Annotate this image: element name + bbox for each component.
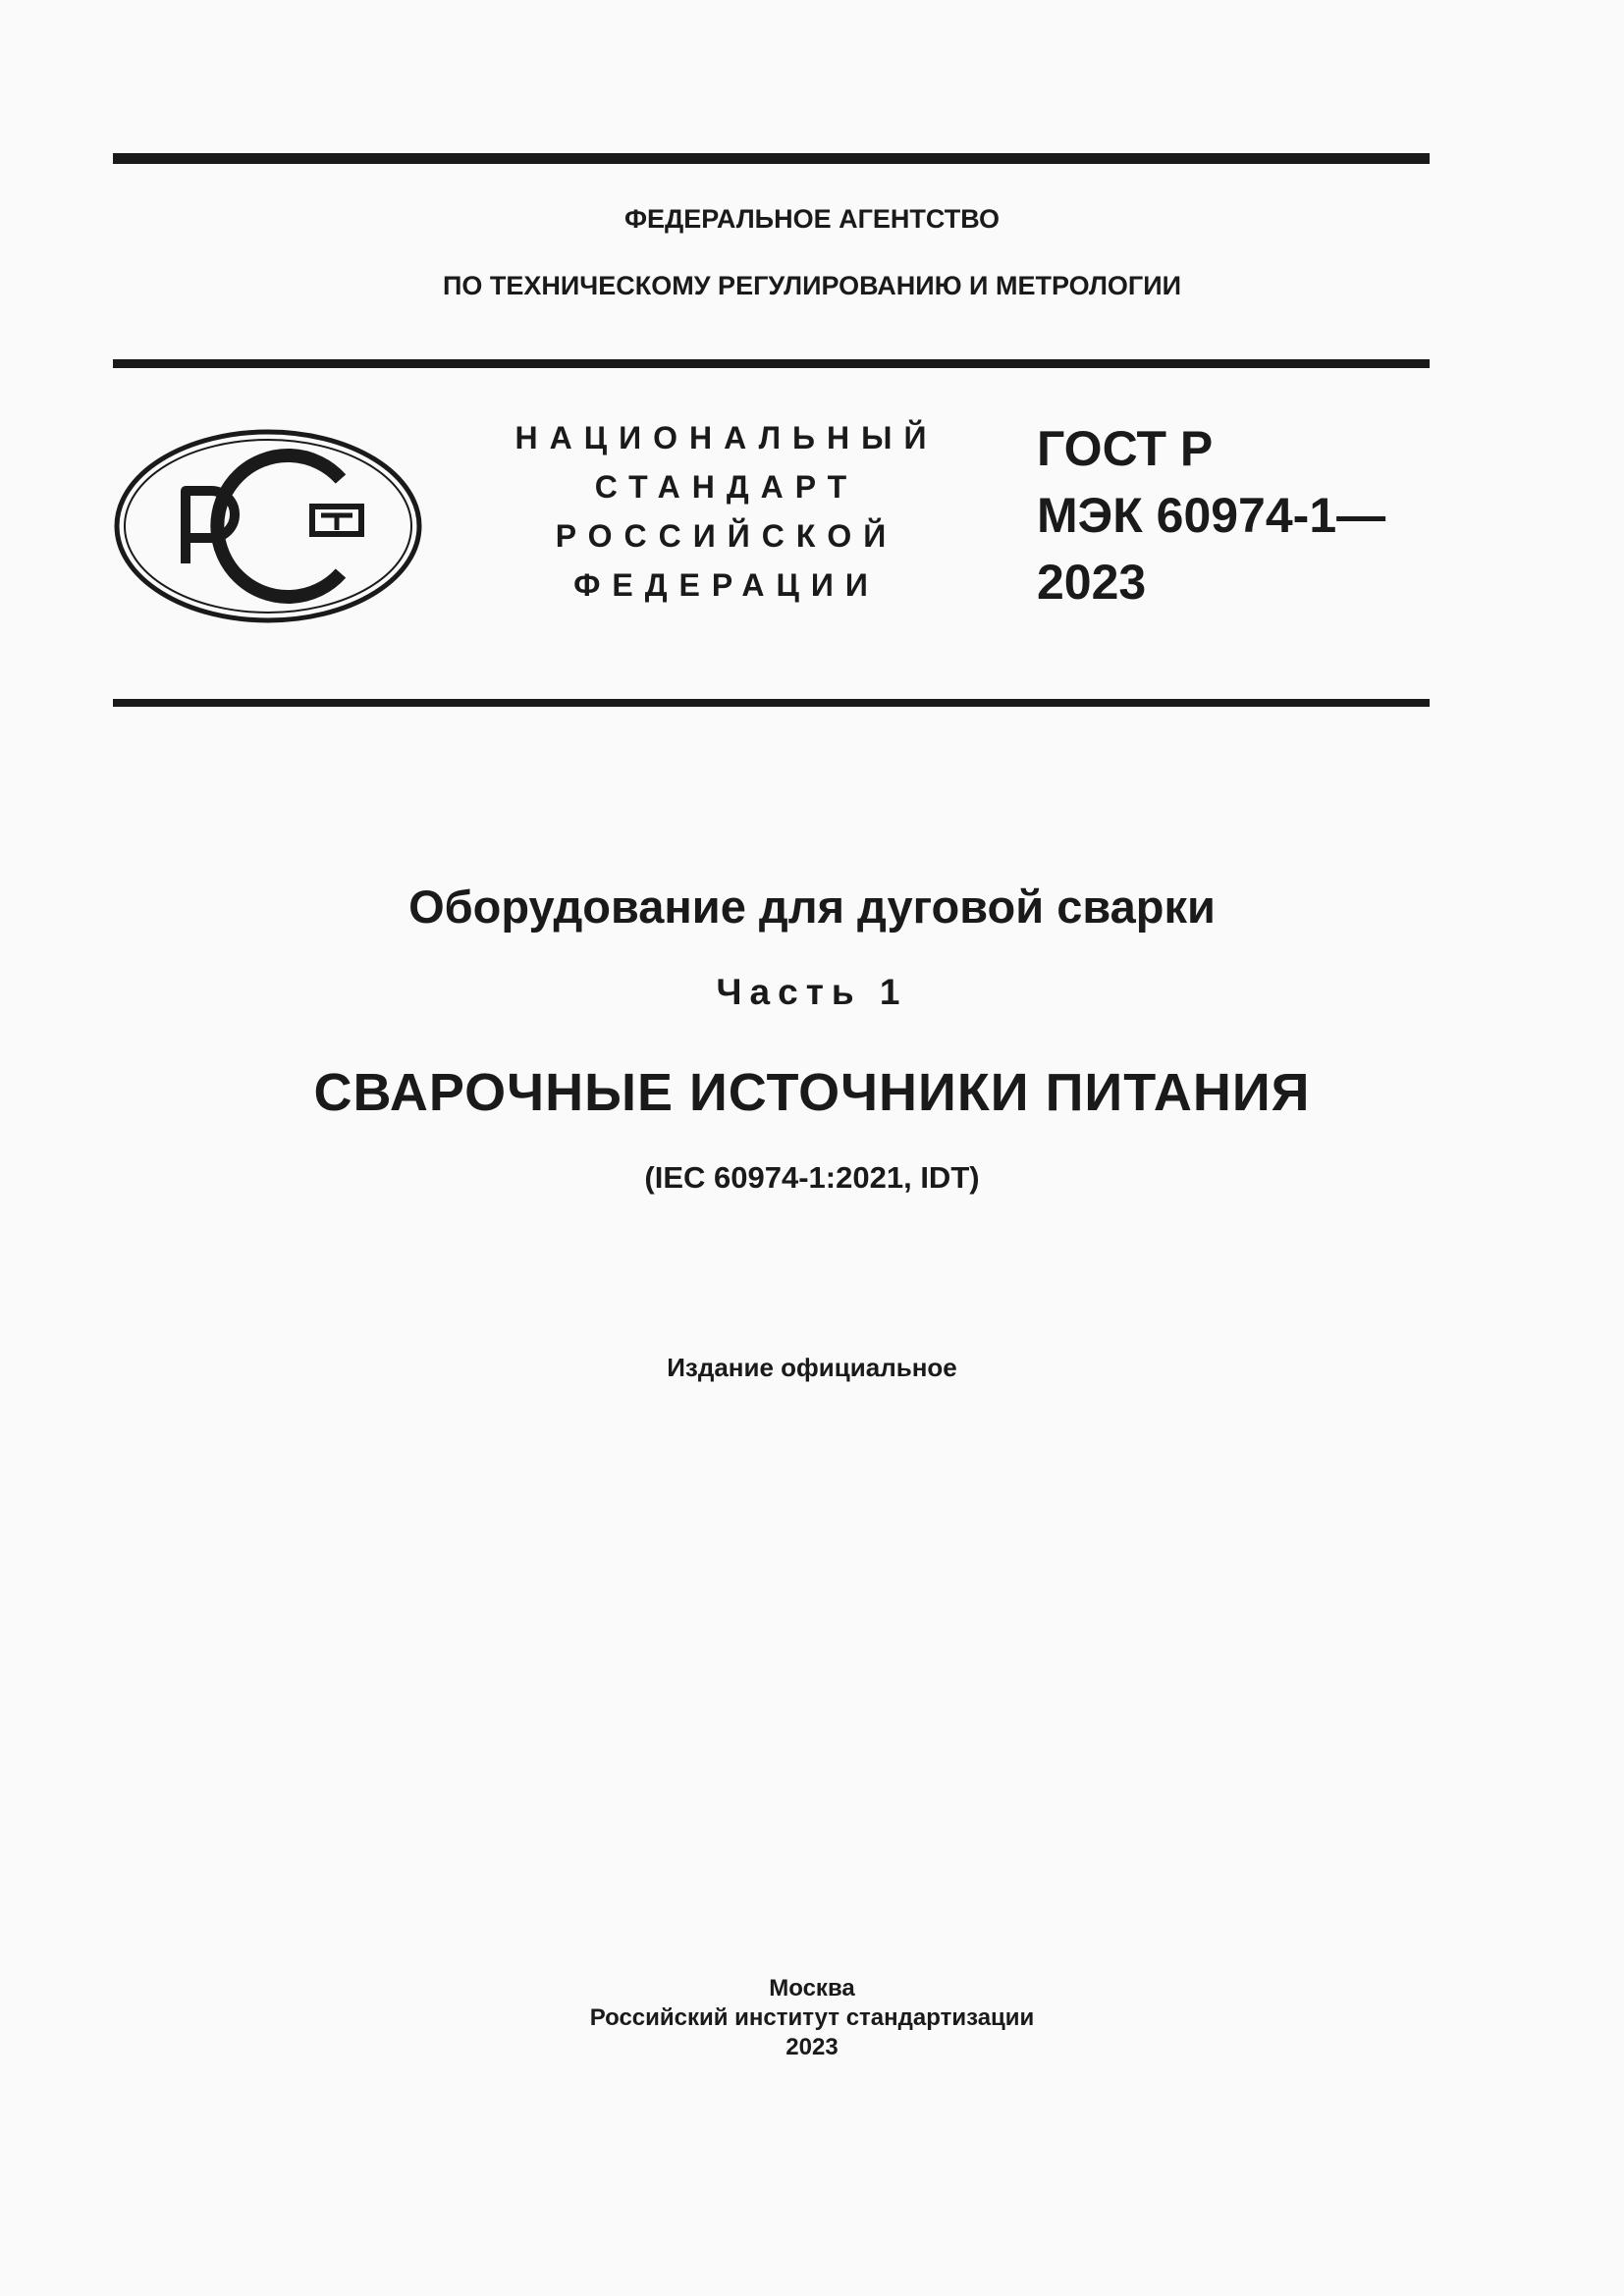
top-rule [113, 153, 1430, 164]
standard-type-line2: СТАНДАРТ [594, 469, 859, 505]
document-subtitle: СВАРОЧНЫЕ ИСТОЧНИКИ ПИТАНИЯ [313, 1063, 1311, 1122]
designation-divider [113, 699, 1430, 707]
imprint-publisher: Российский институт стандартизации [589, 2004, 1035, 2031]
agency-name-line1: ФЕДЕРАЛЬНОЕ АГЕНТСТВО [623, 204, 1001, 234]
edition-note: Издание официальное [667, 1353, 957, 1382]
designation-line1: ГОСТ Р [1037, 421, 1214, 476]
international-reference: (IEC 60974-1:2021, IDT) [644, 1160, 980, 1195]
rst-certification-mark-icon [113, 428, 423, 624]
standard-type-line4: ФЕДЕРАЦИИ [573, 567, 880, 603]
agency-name-line2: ПО ТЕХНИЧЕСКОМУ РЕГУЛИРОВАНИЮ И МЕТРОЛОГИИ [442, 271, 1182, 300]
standard-type-line3: РОССИЙСКОЙ [555, 518, 898, 554]
imprint-city: Москва [769, 1975, 855, 2002]
imprint-year: 2023 [785, 2034, 839, 2060]
designation-line2: МЭК 60974-1— [1037, 488, 1386, 543]
designation-line3: 2023 [1037, 555, 1147, 610]
document-part: Часть 1 [716, 972, 908, 1012]
standard-type-line1: НАЦИОНАЛЬНЫЙ [514, 420, 939, 455]
document-title: Оборудование для дуговой сварки [408, 881, 1216, 933]
header-divider [113, 359, 1430, 368]
